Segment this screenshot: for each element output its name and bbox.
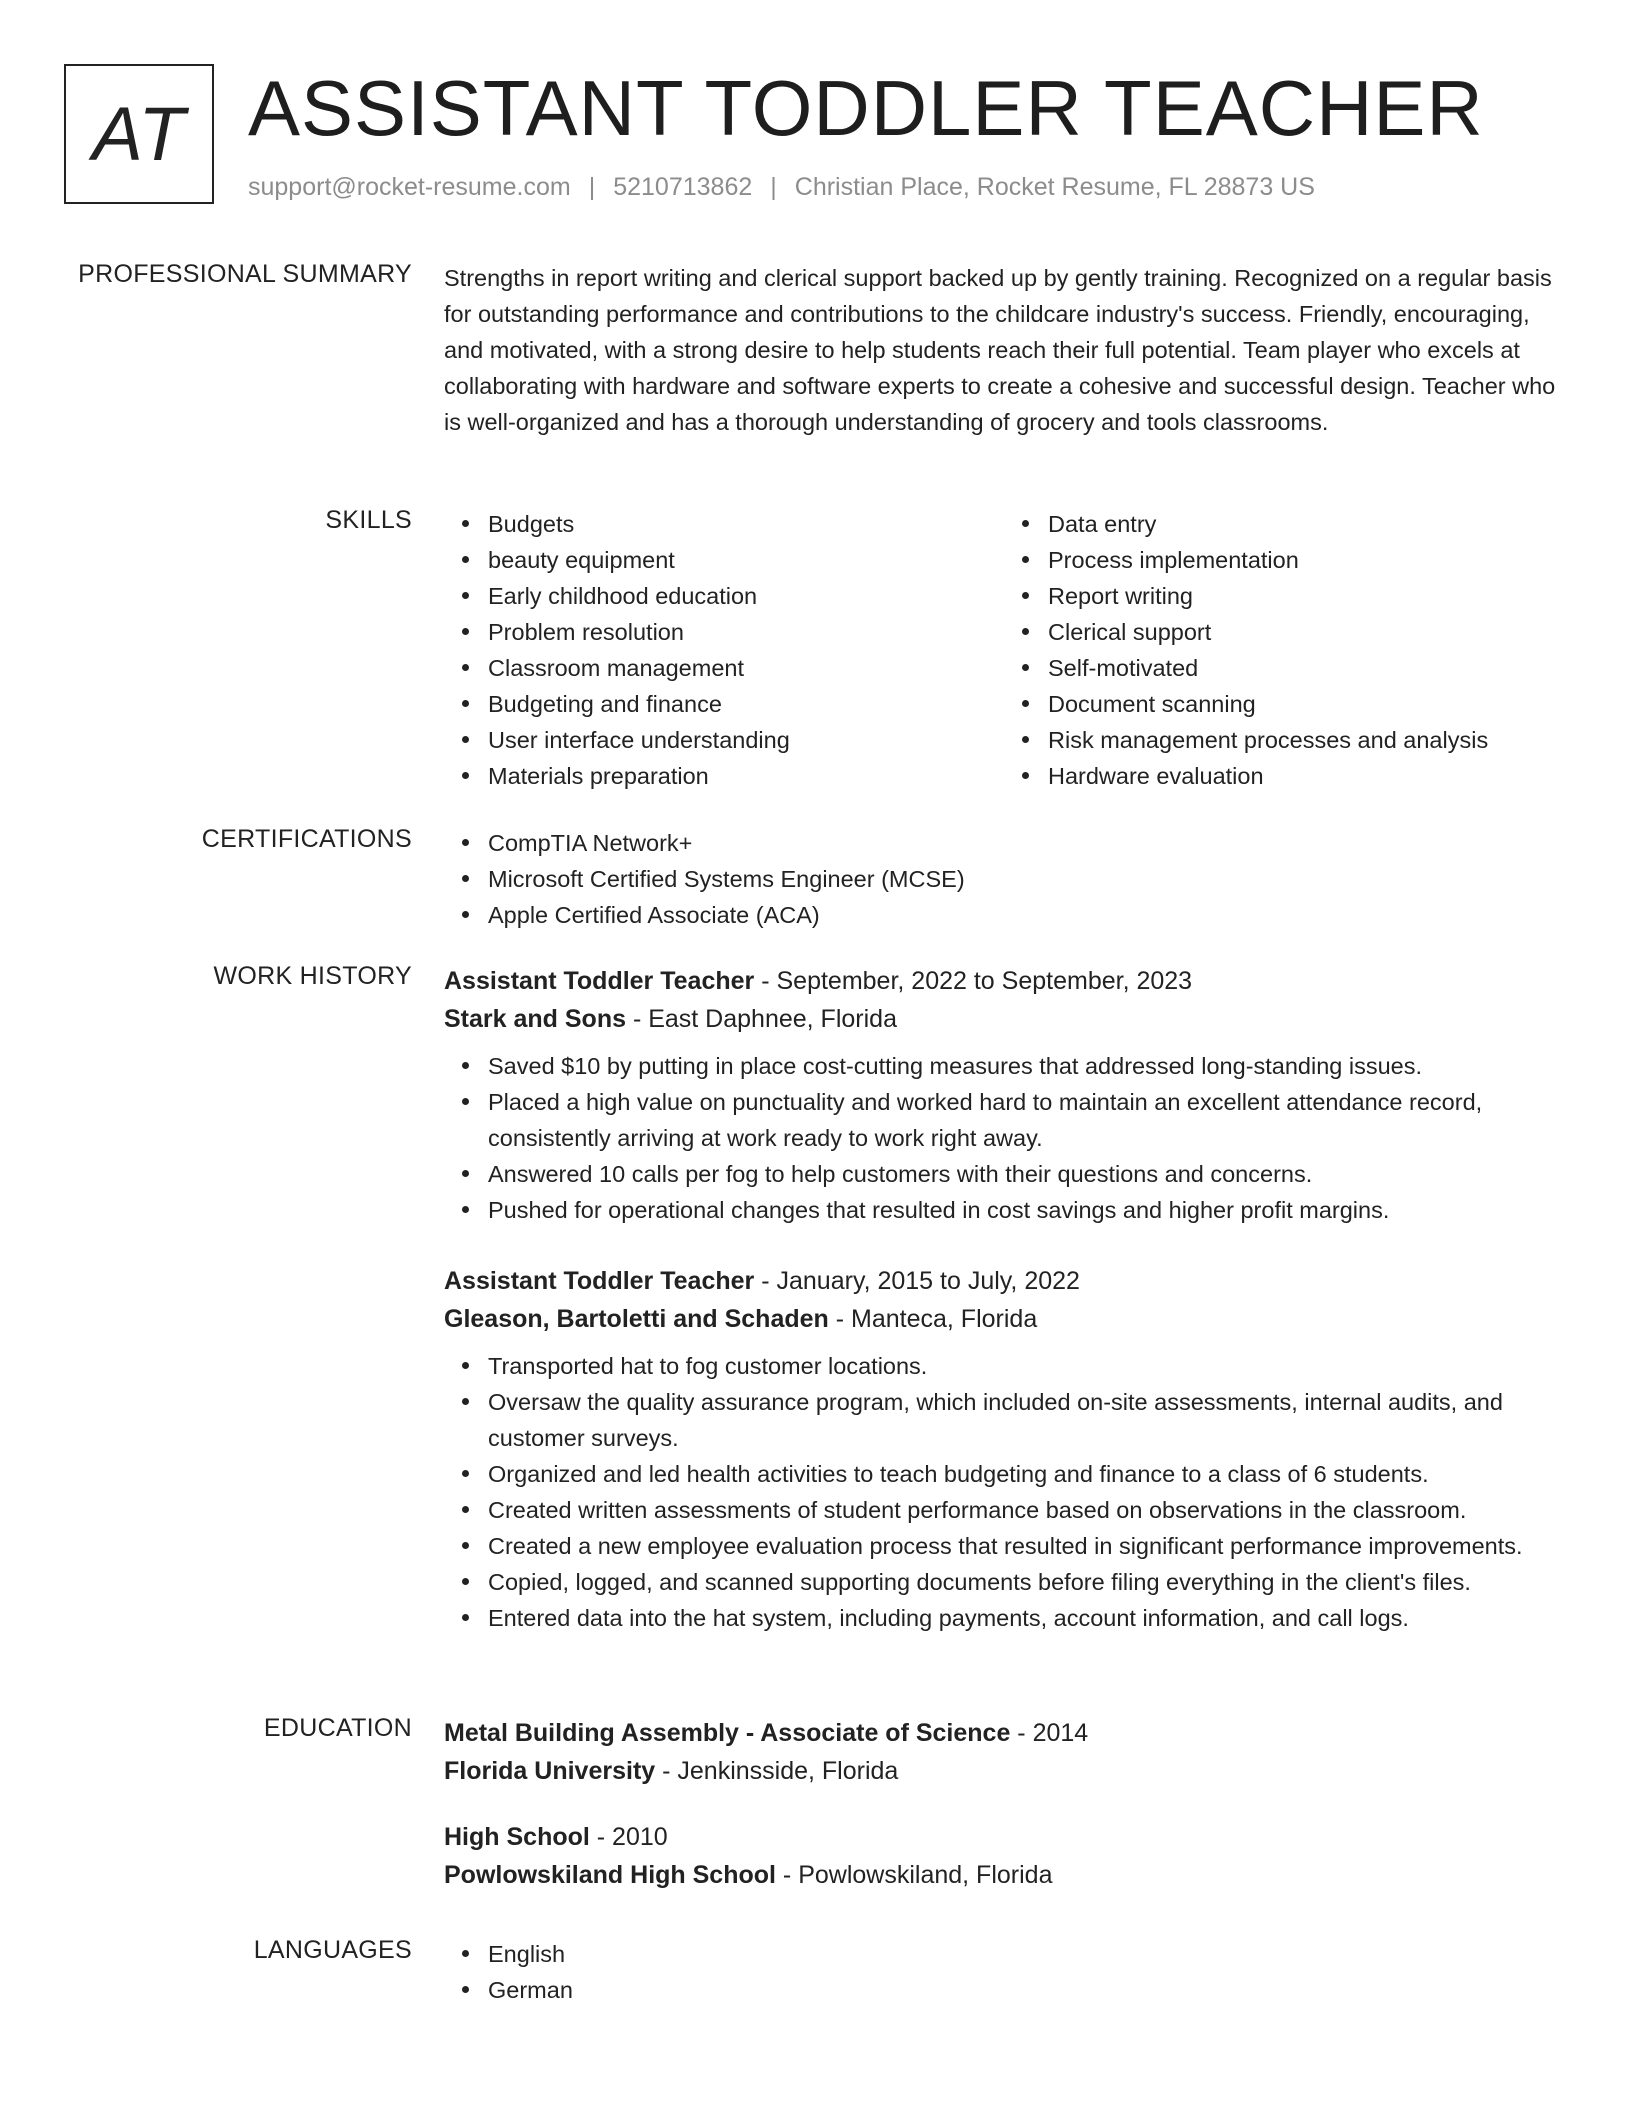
education-entry [444,1714,1564,1790]
contact-email[interactable]: support@rocket-resume.com [248,173,571,201]
section-title-languages: LANGUAGES [253,1936,412,1964]
monogram-box: AT [64,64,214,204]
language-item: English [488,1936,1564,1972]
skill-item: Document scanning [1048,686,1564,722]
job-location: - Manteca, Florida [828,1305,1038,1333]
job-bullet: Created written assessments of student performance based on observations in the classroom. [488,1492,1564,1528]
job-dates: - September, 2022 to September, 2023 [754,967,1193,995]
education-year: - 2010 [589,1823,668,1851]
language-item: German [488,1972,1564,2008]
skill-item: Budgets [488,506,1004,542]
job-bullet: Placed a high value on punctuality and worked hard to maintain an excellent attendance record, consistently arriving at work ready to work right away. [488,1084,1564,1156]
skills-list-right [1004,506,1564,794]
skill-item: Clerical support [1048,614,1564,650]
education-location: - Powlowskiland, Florida [775,1861,1053,1889]
skills-list-left [444,506,1004,794]
education-degree-line [444,1818,1564,1856]
skill-item: Problem resolution [488,614,1004,650]
job-bullet: Transported hat to fog customer locations. [488,1348,1564,1384]
summary-text: Strengths in report writing and clerical support backed up by gently training. Recognized on a regular basis for outstanding performance and contributions to the childcare industry's success. Friendly, encouraging, and motivated, with a strong desire to help students reach their full potential. Team player who excels at collaborating with hardware and software experts to create a cohesive and successful design. Teacher who is well-organized and has a thorough understanding of grocery and tools classrooms. [444,265,1556,435]
skill-item: Self-motivated [1048,650,1564,686]
contact-line [248,173,1315,202]
skill-item: Materials preparation [488,758,1004,794]
certification-item: Apple Certified Associate (ACA) [488,897,1564,933]
skill-item: Data entry [1048,506,1564,542]
languages-list [444,1936,1564,2008]
contact-address: Christian Place, Rocket Resume, FL 28873 US [794,173,1315,201]
job-role: Assistant Toddler Teacher [444,967,755,995]
job-bullet: Saved $10 by putting in place cost-cutting measures that addressed long-standing issues. [488,1048,1564,1084]
education-degree: Metal Building Assembly - Associate of Science [444,1719,1011,1747]
resume-header [64,64,1564,214]
education-degree: High School [444,1823,590,1851]
job-location: - East Daphnee, Florida [626,1005,897,1033]
job-company: Stark and Sons [444,1005,626,1033]
job-bullet: Answered 10 calls per fog to help customers with their questions and concerns. [488,1156,1564,1192]
section-title-skills: SKILLS [325,506,412,534]
job-company-line [444,1000,1564,1038]
job-dates: - January, 2015 to July, 2022 [754,1267,1080,1295]
job-entry [444,1262,1564,1636]
education-degree-line [444,1714,1564,1752]
job-entry [444,962,1564,1228]
education-school: Florida University [444,1757,656,1785]
education-entry [444,1818,1564,1894]
job-company-line [444,1300,1564,1338]
education-school: Powlowskiland High School [444,1861,776,1889]
job-role: Assistant Toddler Teacher [444,1267,755,1295]
education-location: - Jenkinsside, Florida [655,1757,899,1785]
section-title-certifications: CERTIFICATIONS [201,825,412,853]
skills-columns [444,506,1564,794]
section-title-education: EDUCATION [263,1714,412,1742]
skill-item: Hardware evaluation [1048,758,1564,794]
certification-item: Microsoft Certified Systems Engineer (MCSE) [488,861,1564,897]
job-bullets [444,1348,1564,1636]
skill-item: beauty equipment [488,542,1004,578]
job-bullet: Organized and led health activities to teach budgeting and finance to a class of 6 students. [488,1456,1564,1492]
job-bullet: Oversaw the quality assurance program, which included on-site assessments, internal audits, and customer surveys. [488,1384,1564,1456]
skill-item: Early childhood education [488,578,1004,614]
skill-item: Risk management processes and analysis [1048,722,1564,758]
skill-item: Budgeting and finance [488,686,1004,722]
job-company: Gleason, Bartoletti and Schaden [444,1305,829,1333]
certification-item: CompTIA Network+ [488,825,1564,861]
skill-item: Classroom management [488,650,1004,686]
job-bullets [444,1048,1564,1228]
skill-item: Process implementation [1048,542,1564,578]
section-title-summary: PROFESSIONAL SUMMARY [78,260,412,288]
education-body [444,1714,1564,1922]
contact-separator: | [770,173,777,201]
skill-item: Report writing [1048,578,1564,614]
certifications-list [444,825,1564,933]
contact-separator: | [588,173,596,201]
job-bullet: Pushed for operational changes that resulted in cost savings and higher profit margins. [488,1192,1564,1228]
job-bullet: Entered data into the hat system, including payments, account information, and call logs. [488,1600,1564,1636]
education-year: - 2014 [1010,1719,1089,1747]
job-title-line [444,1262,1564,1300]
education-school-line [444,1752,1564,1790]
skill-item: User interface understanding [488,722,1004,758]
contact-phone: 5210713862 [613,173,753,201]
work-history-body [444,962,1564,1670]
education-school-line [444,1856,1564,1894]
job-bullet: Copied, logged, and scanned supporting documents before filing everything in the client's files. [488,1564,1564,1600]
job-bullet: Created a new employee evaluation process that resulted in significant performance improvements. [488,1528,1564,1564]
job-title-line [444,962,1564,1000]
section-title-work: WORK HISTORY [213,962,412,990]
candidate-name: ASSISTANT TODDLER TEACHER [248,64,1484,152]
